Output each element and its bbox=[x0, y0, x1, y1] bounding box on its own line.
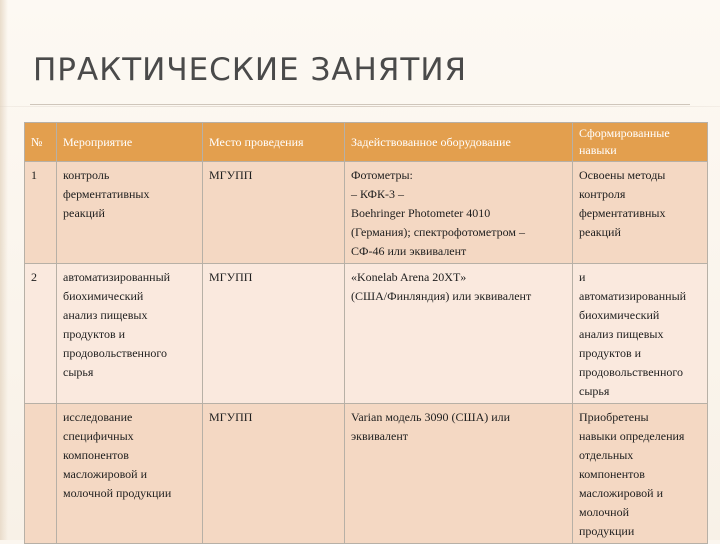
cell-text: 1 bbox=[31, 168, 37, 182]
table-row bbox=[25, 404, 708, 544]
row-num bbox=[25, 162, 57, 264]
header-num: № bbox=[25, 123, 57, 162]
cell-text: «Konelab Arena 20XT» (США/Финляндия) или эквивалент bbox=[351, 270, 532, 303]
cell-text: МГУПП bbox=[209, 168, 253, 182]
title-underline-shadow bbox=[0, 106, 720, 107]
slide-left-edge bbox=[0, 0, 8, 540]
row-event bbox=[57, 404, 203, 544]
row-num bbox=[25, 264, 57, 404]
table-row bbox=[25, 162, 708, 264]
cell-text: Varian модель 3090 (США) или эквивалент bbox=[351, 410, 511, 443]
row-place bbox=[203, 162, 345, 264]
row-skills bbox=[573, 404, 708, 544]
table-row bbox=[25, 264, 708, 404]
cell-text: Приобретены навыки определения отдельных компонентов масложировой и молочной продукции bbox=[579, 410, 685, 538]
cell-text: исследование специфичных компонентов масложировой и молочной продукции bbox=[63, 410, 172, 500]
header-place: Место проведения bbox=[203, 123, 345, 162]
row-equipment bbox=[345, 162, 573, 264]
header-event: Мероприятие bbox=[57, 123, 203, 162]
row-place bbox=[203, 404, 345, 544]
cell-text: Фотометры: – КФК-3 – Boehringer Photometer 4010 (Германия); спектрофотометром – СФ-46 или эквивалент bbox=[351, 168, 525, 258]
slide-title: ПРАКТИЧЕСКИЕ ЗАНЯТИЯ bbox=[33, 52, 468, 88]
cell-text: МГУПП bbox=[209, 410, 253, 424]
practical-sessions-table bbox=[24, 122, 708, 544]
cell-text: автоматизированный биохимический анализ пищевых продуктов и продовольственного сырья bbox=[63, 270, 171, 379]
row-skills bbox=[573, 264, 708, 404]
row-num bbox=[25, 404, 57, 544]
row-place bbox=[203, 264, 345, 404]
cell-text: МГУПП bbox=[209, 270, 253, 284]
header-equipment: Задействованное оборудование bbox=[345, 123, 573, 162]
header-skills: Сформированные навыки bbox=[573, 123, 708, 162]
cell-text: контроль ферментативных реакций bbox=[63, 168, 150, 220]
title-underline bbox=[30, 104, 690, 105]
row-equipment bbox=[345, 404, 573, 544]
table-header-row bbox=[25, 123, 708, 162]
row-event bbox=[57, 264, 203, 404]
row-equipment bbox=[345, 264, 573, 404]
row-skills bbox=[573, 162, 708, 264]
row-event bbox=[57, 162, 203, 264]
cell-text: и автоматизированный биохимический анализ пищевых продуктов и продовольственного сырья bbox=[579, 270, 687, 398]
cell-text: Освоены методы контроля ферментативных реакций bbox=[579, 168, 666, 239]
cell-text: 2 bbox=[31, 270, 37, 284]
